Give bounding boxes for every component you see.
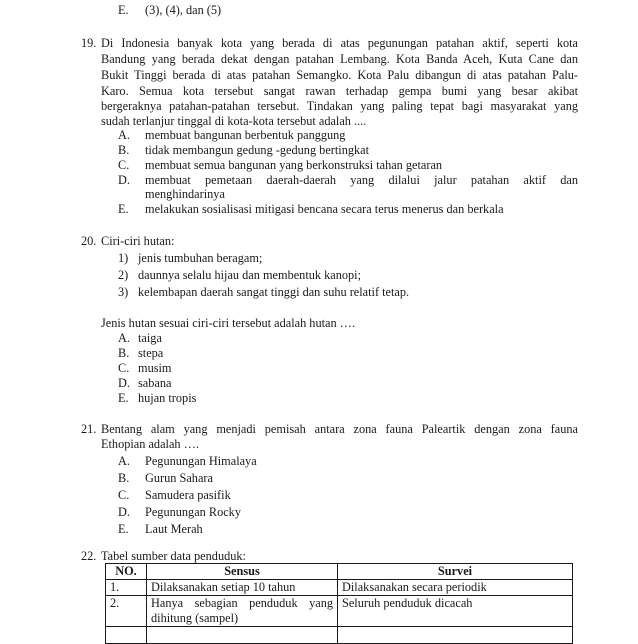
table-cell-no: 2. — [106, 596, 147, 627]
q20-option-letter: E. — [118, 391, 129, 405]
table-header-survei: Survei — [338, 564, 573, 580]
question-21-number: 21. — [81, 422, 97, 436]
table-cell-survei: Seluruh penduduk dicacah — [338, 596, 573, 627]
top-option-text: (3), (4), dan (5) — [145, 3, 222, 17]
question-21-line: Ethopian adalah …. — [101, 437, 200, 451]
question-20-number: 20. — [81, 234, 97, 248]
q19-option-letter: C. — [118, 158, 130, 172]
q19-option-letter: A. — [118, 128, 130, 142]
q21-option-letter: C. — [118, 488, 130, 502]
q19-option-a[interactable]: membuat bangunan berbentuk panggung — [145, 128, 346, 142]
q21-option-b[interactable]: Gurun Sahara — [145, 471, 213, 485]
question-20-question: Jenis hutan sesuai ciri-ciri tersebut adalah hutan …. — [101, 316, 356, 330]
table-cell-sensus-line1: Hanya sebagian penduduk yang — [151, 596, 333, 610]
q21-option-c[interactable]: Samudera pasifik — [145, 488, 231, 502]
top-option-letter: E. — [118, 3, 129, 17]
q20-trait: jenis tumbuhan beragam; — [138, 251, 263, 265]
q21-option-a[interactable]: Pegunungan Himalaya — [145, 454, 257, 468]
q20-trait-number: 1) — [118, 251, 129, 265]
q19-option-c[interactable]: membuat semua bangunan yang berkonstruksi tahan getaran — [145, 158, 443, 172]
q20-trait-number: 2) — [118, 268, 129, 282]
q19-option-letter: B. — [118, 143, 130, 157]
q21-option-e[interactable]: Laut Merah — [145, 522, 203, 536]
q21-option-letter: A. — [118, 454, 130, 468]
question-20-stem: Ciri-ciri hutan: — [101, 234, 175, 248]
q20-option-letter: D. — [118, 376, 130, 390]
question-19-line: Karo. Semua kota tersebut sangat rawan terhadap gempa bumi yang besar akibat — [101, 84, 578, 98]
question-19-line: Bandung yang berada dekat dengan patahan Lembang. Kota Banda Aceh, Kuta Cane dan — [101, 52, 578, 66]
q20-option-letter: A. — [118, 331, 130, 345]
q20-option-letter: B. — [118, 346, 130, 360]
q19-option-d[interactable]: membuat pemetaan daerah-daerah yang dilalui jalur patahan aktif dan — [145, 173, 578, 187]
question-19-line: bergeraknya patahan-patahan tersebut. Tindakan yang paling tepat bagi masyarakat yang — [101, 99, 578, 113]
q21-option-letter: B. — [118, 471, 130, 485]
table-cell-survei: Dilaksanakan secara periodik — [338, 580, 573, 596]
q20-option-a[interactable]: taiga — [138, 331, 162, 345]
q20-option-e[interactable]: hujan tropis — [138, 391, 197, 405]
q20-option-b[interactable]: stepa — [138, 346, 164, 360]
q20-option-c[interactable]: musim — [138, 361, 172, 375]
question-21-line: Bentang alam yang menjadi pemisah antara zona fauna Paleartik dengan zona fauna — [101, 422, 578, 436]
q20-trait: daunnya selalu hijau dan membentuk kanopi; — [138, 268, 361, 282]
q19-option-letter: E. — [118, 202, 129, 216]
table-cell-sensus — [147, 596, 338, 627]
question-19-line: Bukit Tinggi berada di atas patahan Semangko. Kota Palu dibangun di atas patahan Palu- — [101, 68, 578, 82]
table-row — [106, 596, 573, 627]
table-cell-no: 1. — [106, 580, 147, 596]
question-19-line: Di Indonesia banyak kota yang berada di atas pegunungan patahan aktif, seperti kota — [101, 36, 578, 50]
q19-option-b[interactable]: tidak membangun gedung -gedung bertingkat — [145, 143, 370, 157]
table-cell-sensus-line2: dihitung (sampel) — [151, 611, 239, 625]
question-22-number: 22. — [81, 549, 97, 563]
q19-option-d-cont: menghindarinya — [145, 187, 225, 201]
q19-option-e[interactable]: melakukan sosialisasi mitigasi bencana secara terus menerus dan berkala — [145, 202, 504, 216]
table-row — [106, 580, 573, 596]
table-cell-sensus: Dilaksanakan setiap 10 tahun — [147, 580, 338, 596]
q20-option-d[interactable]: sabana — [138, 376, 172, 390]
q21-option-letter: E. — [118, 522, 129, 536]
q19-option-letter: D. — [118, 173, 130, 187]
q20-option-letter: C. — [118, 361, 130, 375]
q20-trait: kelembapan daerah sangat tinggi dan suhu relatif tetap. — [138, 285, 410, 299]
question-22-stem: Tabel sumber data penduduk: — [101, 549, 246, 563]
population-data-table — [105, 563, 573, 644]
table-row-partial — [106, 627, 573, 644]
q21-option-d[interactable]: Pegunungan Rocky — [145, 505, 241, 519]
question-19-number: 19. — [81, 36, 97, 50]
q20-trait-number: 3) — [118, 285, 129, 299]
table-header-sensus: Sensus — [147, 564, 338, 580]
q21-option-letter: D. — [118, 505, 130, 519]
question-19-line: sudah terlanjur tinggal di kota-kota tersebut adalah .... — [101, 114, 367, 128]
table-header-no: NO. — [106, 564, 147, 580]
